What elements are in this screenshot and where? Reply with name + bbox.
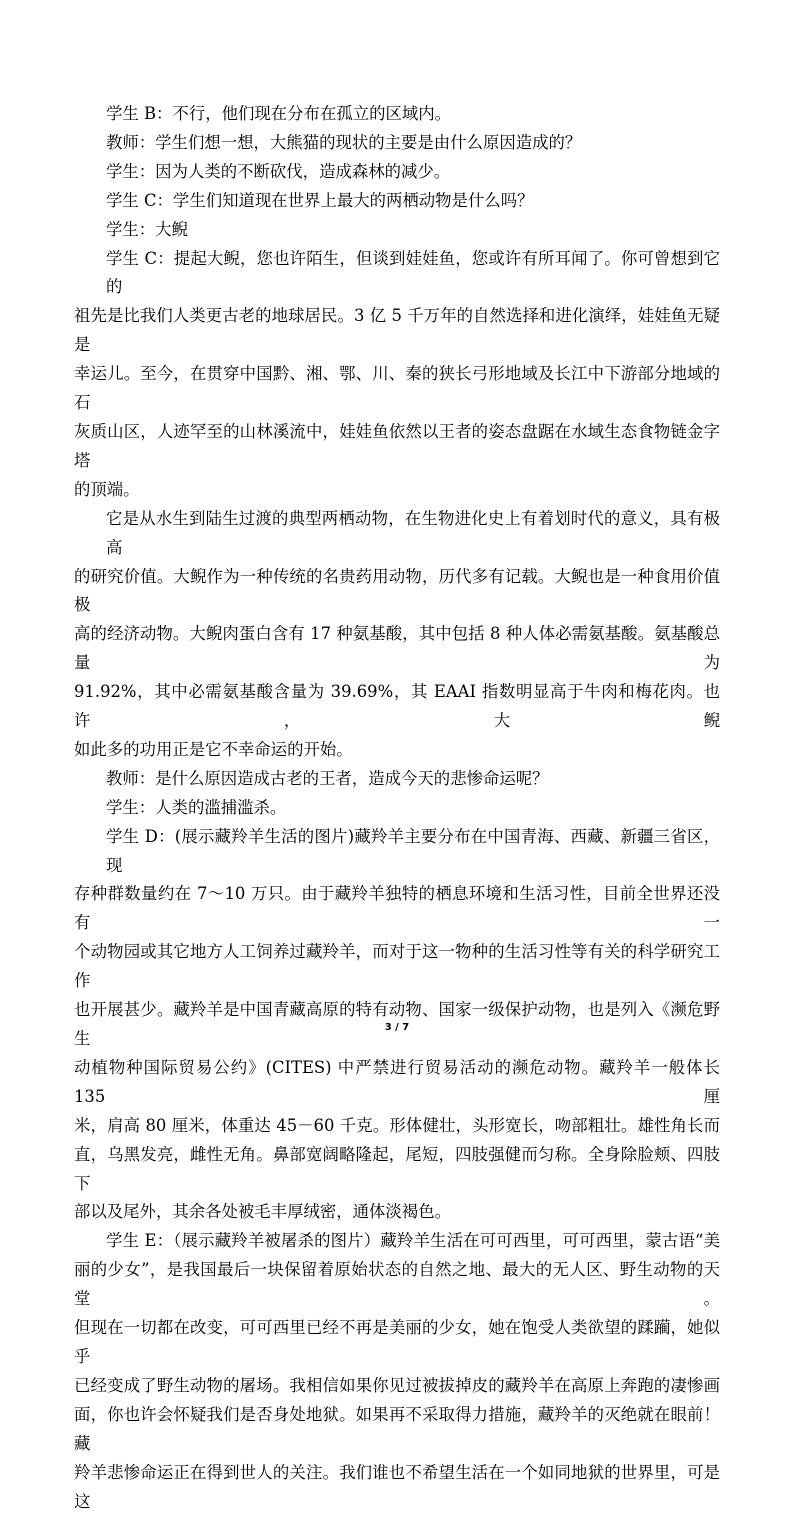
text-line: 直，乌黑发亮，雌性无角。鼻部宽阔略隆起，尾短，四肢强健而匀称。全身除脸颊、四肢下: [74, 1144, 720, 1193]
text-line: 学生：大鲵: [106, 219, 188, 239]
text-line: 高的经济动物。大鲵肉蛋白含有 17 种氨基酸，其中包括 8 种人体必需氨基酸。氨基酸总量为: [74, 624, 720, 673]
text-line: 它是从水生到陆生过渡的典型两栖动物，在生物进化史上有着划时代的意义，具有极高: [106, 508, 720, 557]
text-line: 学生 E：（展示藏羚羊被屠杀的图片）藏羚羊生活在可可西里，可可西里，蒙古语“美: [106, 1231, 720, 1251]
document-body: [74, 100, 720, 1516]
text-line: 个动物园或其它地方人工饲养过藏羚羊，而对于这一物种的生活习性等有关的科学研究工作: [74, 942, 720, 991]
text-line: 学生：人类的滥捕滥杀。: [106, 797, 287, 817]
text-line: 动植物种国际贸易公约》(CITES) 中严禁进行贸易活动的濒危动物。藏羚羊一般体长 135 厘: [74, 1057, 720, 1106]
text-line: 幸运儿。至今，在贯穿中国黔、湘、鄂、川、秦的狭长弓形地域及长江中下游部分地域的石: [74, 364, 720, 413]
text-line: 灰质山区，人迹罕至的山林溪流中，娃娃鱼依然以王者的姿态盘踞在水域生态食物链金字塔: [74, 421, 720, 470]
text-line: 已经变成了野生动物的屠场。我相信如果你见过被拔掉皮的藏羚羊在高原上奔跑的凄惨画: [74, 1375, 720, 1395]
text-line: 学生 D：(展示藏羚羊生活的图片)藏羚羊主要分布在中国青海、西藏、新疆三省区，现: [106, 826, 720, 875]
text-line: 学生 C：学生们知道现在世界上最大的两栖动物是什么吗？: [106, 190, 534, 210]
text-line: 学生 C：提起大鲵，您也许陌生，但谈到娃娃鱼，您或许有所耳闻了。你可曾想到它的: [106, 248, 720, 297]
text-line: 教师：是什么原因造成古老的王者，造成今天的悲惨命运呢？: [106, 768, 549, 788]
text-line: 如此多的功用正是它不幸命运的开始。: [74, 739, 353, 759]
text-line: 学生：因为人类的不断砍伐，造成森林的减少。: [106, 161, 451, 181]
page-number: 3 / 7: [384, 1022, 410, 1033]
text-line: 学生 B：不行，他们现在分布在孤立的区域内。: [106, 104, 452, 123]
text-line: 丽的少女”，是我国最后一块保留着原始状态的自然之地、最大的无人区、野生动物的天堂。: [74, 1260, 720, 1309]
text-line: 但现在一切都在改变，可可西里已经不再是美丽的少女，她在饱受人类欲望的蹂躏，她似乎: [74, 1318, 720, 1366]
text-line: 米，肩高 80 厘米，体重达 45－60 千克。形体健壮，头形宽长，吻部粗壮。雄性角长而: [74, 1115, 720, 1135]
text-line: 祖先是比我们人类更古老的地球居民。3 亿 5 千万年的自然选择和进化演绎，娃娃鱼无疑是: [74, 306, 720, 355]
text-line: 存种群数量约在 7～10 万只。由于藏羚羊独特的栖息环境和生活习性，目前全世界还没有一: [74, 884, 720, 933]
text-line: 的研究价值。大鲵作为一种传统的名贵药用动物，历代多有记载。大鲵也是一种食用价值极: [74, 566, 720, 615]
text-line: 羚羊悲惨命运正在得到世人的关注。我们谁也不希望生活在一个如同地狱的世界里，可是这: [74, 1462, 720, 1511]
text-line: 部以及尾外，其余各处被毛丰厚绒密，通体淡褐色。: [74, 1202, 451, 1222]
text-line: 教师：学生们想一想，大熊猫的现状的主要是由什么原因造成的？: [106, 132, 582, 152]
text-line: 91.92%，其中必需氨基酸含量为 39.69%，其 EAAI 指数明显高于牛肉和梅花肉。也许，大鲵: [74, 682, 720, 731]
text-line: 面，你也许会怀疑我们是否身处地狱。如果再不采取得力措施，藏羚羊的灭绝就在眼前！藏: [74, 1404, 720, 1453]
text-line: 的顶端。: [74, 479, 140, 499]
text-line: 也开展甚少。藏羚羊是中国青藏高原的特有动物、国家一级保护动物，也是列入《濒危野生: [74, 1000, 720, 1048]
